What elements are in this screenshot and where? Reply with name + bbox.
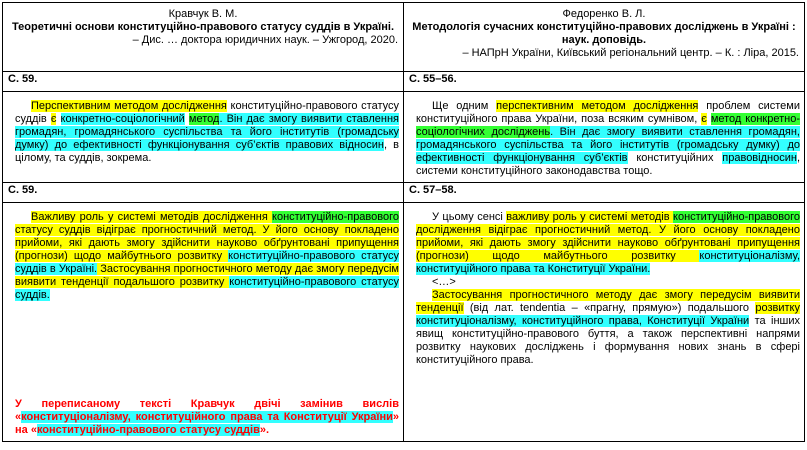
note-text: У переписаному тексті Кравчук двічі замінив вислів « (15, 398, 399, 423)
plain-text: проблем системи конституційного права України, поза всяким сумнівом, (416, 100, 800, 125)
highlight-cyan: конституційно-правового статусу суддів. (15, 276, 400, 301)
plain-text: (від лат. tendentia – «прагну, прямую») подальшого (463, 302, 756, 314)
plain-text: конституційно-правового статусу суддів (15, 100, 399, 125)
right-page-ref-1: С. 55–56. (404, 72, 805, 92)
page-row-2 (3, 183, 805, 203)
highlight-yellow: розвитку (755, 302, 800, 314)
note-text: ». (259, 424, 270, 436)
right-paragraph-3 (416, 289, 800, 367)
plain-text: Ще одним (432, 100, 497, 112)
note-text: » на « (15, 411, 399, 436)
highlight-yellow: статусу суддів відіграє прогностичний метод. У його основу покладено прийоми, які дають змогу здійснити науково обґрунтовані припущення (прогнози) щодо майбутнього розвитку (15, 224, 399, 262)
right-title: Методологія сучасних конституційно-правових досліджень в Україні : наук. доповідь. (412, 21, 796, 46)
highlight-yellow: важливу роль у системі методів (506, 211, 674, 223)
plain-text: У цьому сенсі (432, 211, 507, 223)
highlight-cyan: правовідносин (722, 152, 797, 164)
highlight-yellow: Важливу роль у системі методів дослідження (31, 211, 273, 223)
ellipsis-mark: <…> (432, 276, 456, 288)
highlight-cyan: . Він дає змогу виявити ставлення громадян, громадянського суспільства та його інститутів (громадську думку) до ефективності функціонування суб’єктів (416, 126, 800, 164)
right-text-2 (404, 203, 805, 442)
highlight-yellow: Застосування прогностичного методу дає змогу передусім виявити тенденції (416, 289, 800, 314)
left-text-1 (3, 92, 404, 183)
highlight-yellow: дослідження відіграє прогностичний метод. У його основу покладено прийоми, які дають змогу здійснити науково обґрунтовані припущення (прогнози) щодо майбутнього розвитку (416, 224, 800, 262)
right-text-1 (404, 92, 805, 183)
plain-text: , в цілому, та суддів, зокрема. (15, 139, 399, 164)
highlight-cyan: конкретно-соціологічний (60, 113, 185, 125)
left-source-header (3, 3, 404, 72)
highlight-green: метод (188, 113, 220, 125)
text-row-2 (3, 203, 805, 442)
left-text-2 (3, 203, 404, 442)
highlight-cyan: конституційно-правового статусу суддів (36, 424, 260, 436)
left-title: Теоретичні основи конституційно-правового статусу суддів в Україні. (11, 21, 395, 33)
right-author: Федоренко В. Л. (562, 8, 646, 20)
left-paragraph-1 (15, 100, 399, 165)
right-source-header (404, 3, 805, 72)
plain-text: та інших явищ конституційно-правового буття, а також перспективні напрями розвитку наукових досліджень і формування нових знань в сфері конституційного права. (416, 315, 800, 366)
left-author: Кравчук В. М. (168, 8, 238, 20)
left-publication: – Дис. … доктора юридичних наук. – Ужгород, 2020. (132, 34, 398, 46)
right-page-ref-2: С. 57–58. (404, 183, 805, 203)
right-paragraph-1 (416, 100, 800, 178)
plain-text: , системи конституційного законодавства тощо. (416, 152, 800, 177)
plain-text: конституційних (627, 152, 723, 164)
left-page-ref-2: С. 59. (3, 183, 404, 203)
highlight-yellow: Застосування прогностичного методу дає змогу передусім виявити тенденції подальшого розвитку (15, 263, 399, 288)
highlight-cyan: конституціоналізму, конституційного права та Конституції України (21, 411, 393, 423)
highlight-cyan: конституціоналізму, конституційного права та Конституції України. (416, 250, 800, 275)
page-row-1 (3, 72, 805, 92)
highlight-yellow: є (701, 113, 707, 125)
highlight-cyan: . Він дає змогу виявити ставлення громадян, громадянського суспільства та його інститутів (громадську думку) до ефективності функціонування суб’єктів правових відносин (15, 113, 399, 151)
highlight-cyan: конституційно-правового статусу суддів в Україні. (15, 250, 400, 275)
highlight-green: конституційно-правового (272, 211, 399, 223)
plain-text (56, 113, 60, 125)
header-row (3, 3, 805, 72)
highlight-cyan: конституціоналізму, конституційного права, Конституції України (416, 315, 750, 327)
text-row-1 (3, 92, 805, 183)
left-paragraph-2 (15, 211, 399, 302)
right-paragraph-2 (416, 211, 800, 276)
highlight-yellow: Перспективним методом дослідження (31, 100, 227, 112)
highlight-yellow: є (50, 113, 57, 125)
left-page-ref-1: С. 59. (3, 72, 404, 92)
comparison-table (2, 2, 805, 442)
highlight-green: конституційно-правового (673, 211, 800, 223)
plagiarism-note (15, 398, 399, 437)
right-publication: – НАПрН України, Київський регіональний центр. – К. : Ліра, 2015. (462, 47, 799, 59)
highlight-yellow: перспективним методом дослідження (496, 100, 699, 112)
highlight-green: метод конкретно-соціологічних досліджень (416, 113, 801, 138)
